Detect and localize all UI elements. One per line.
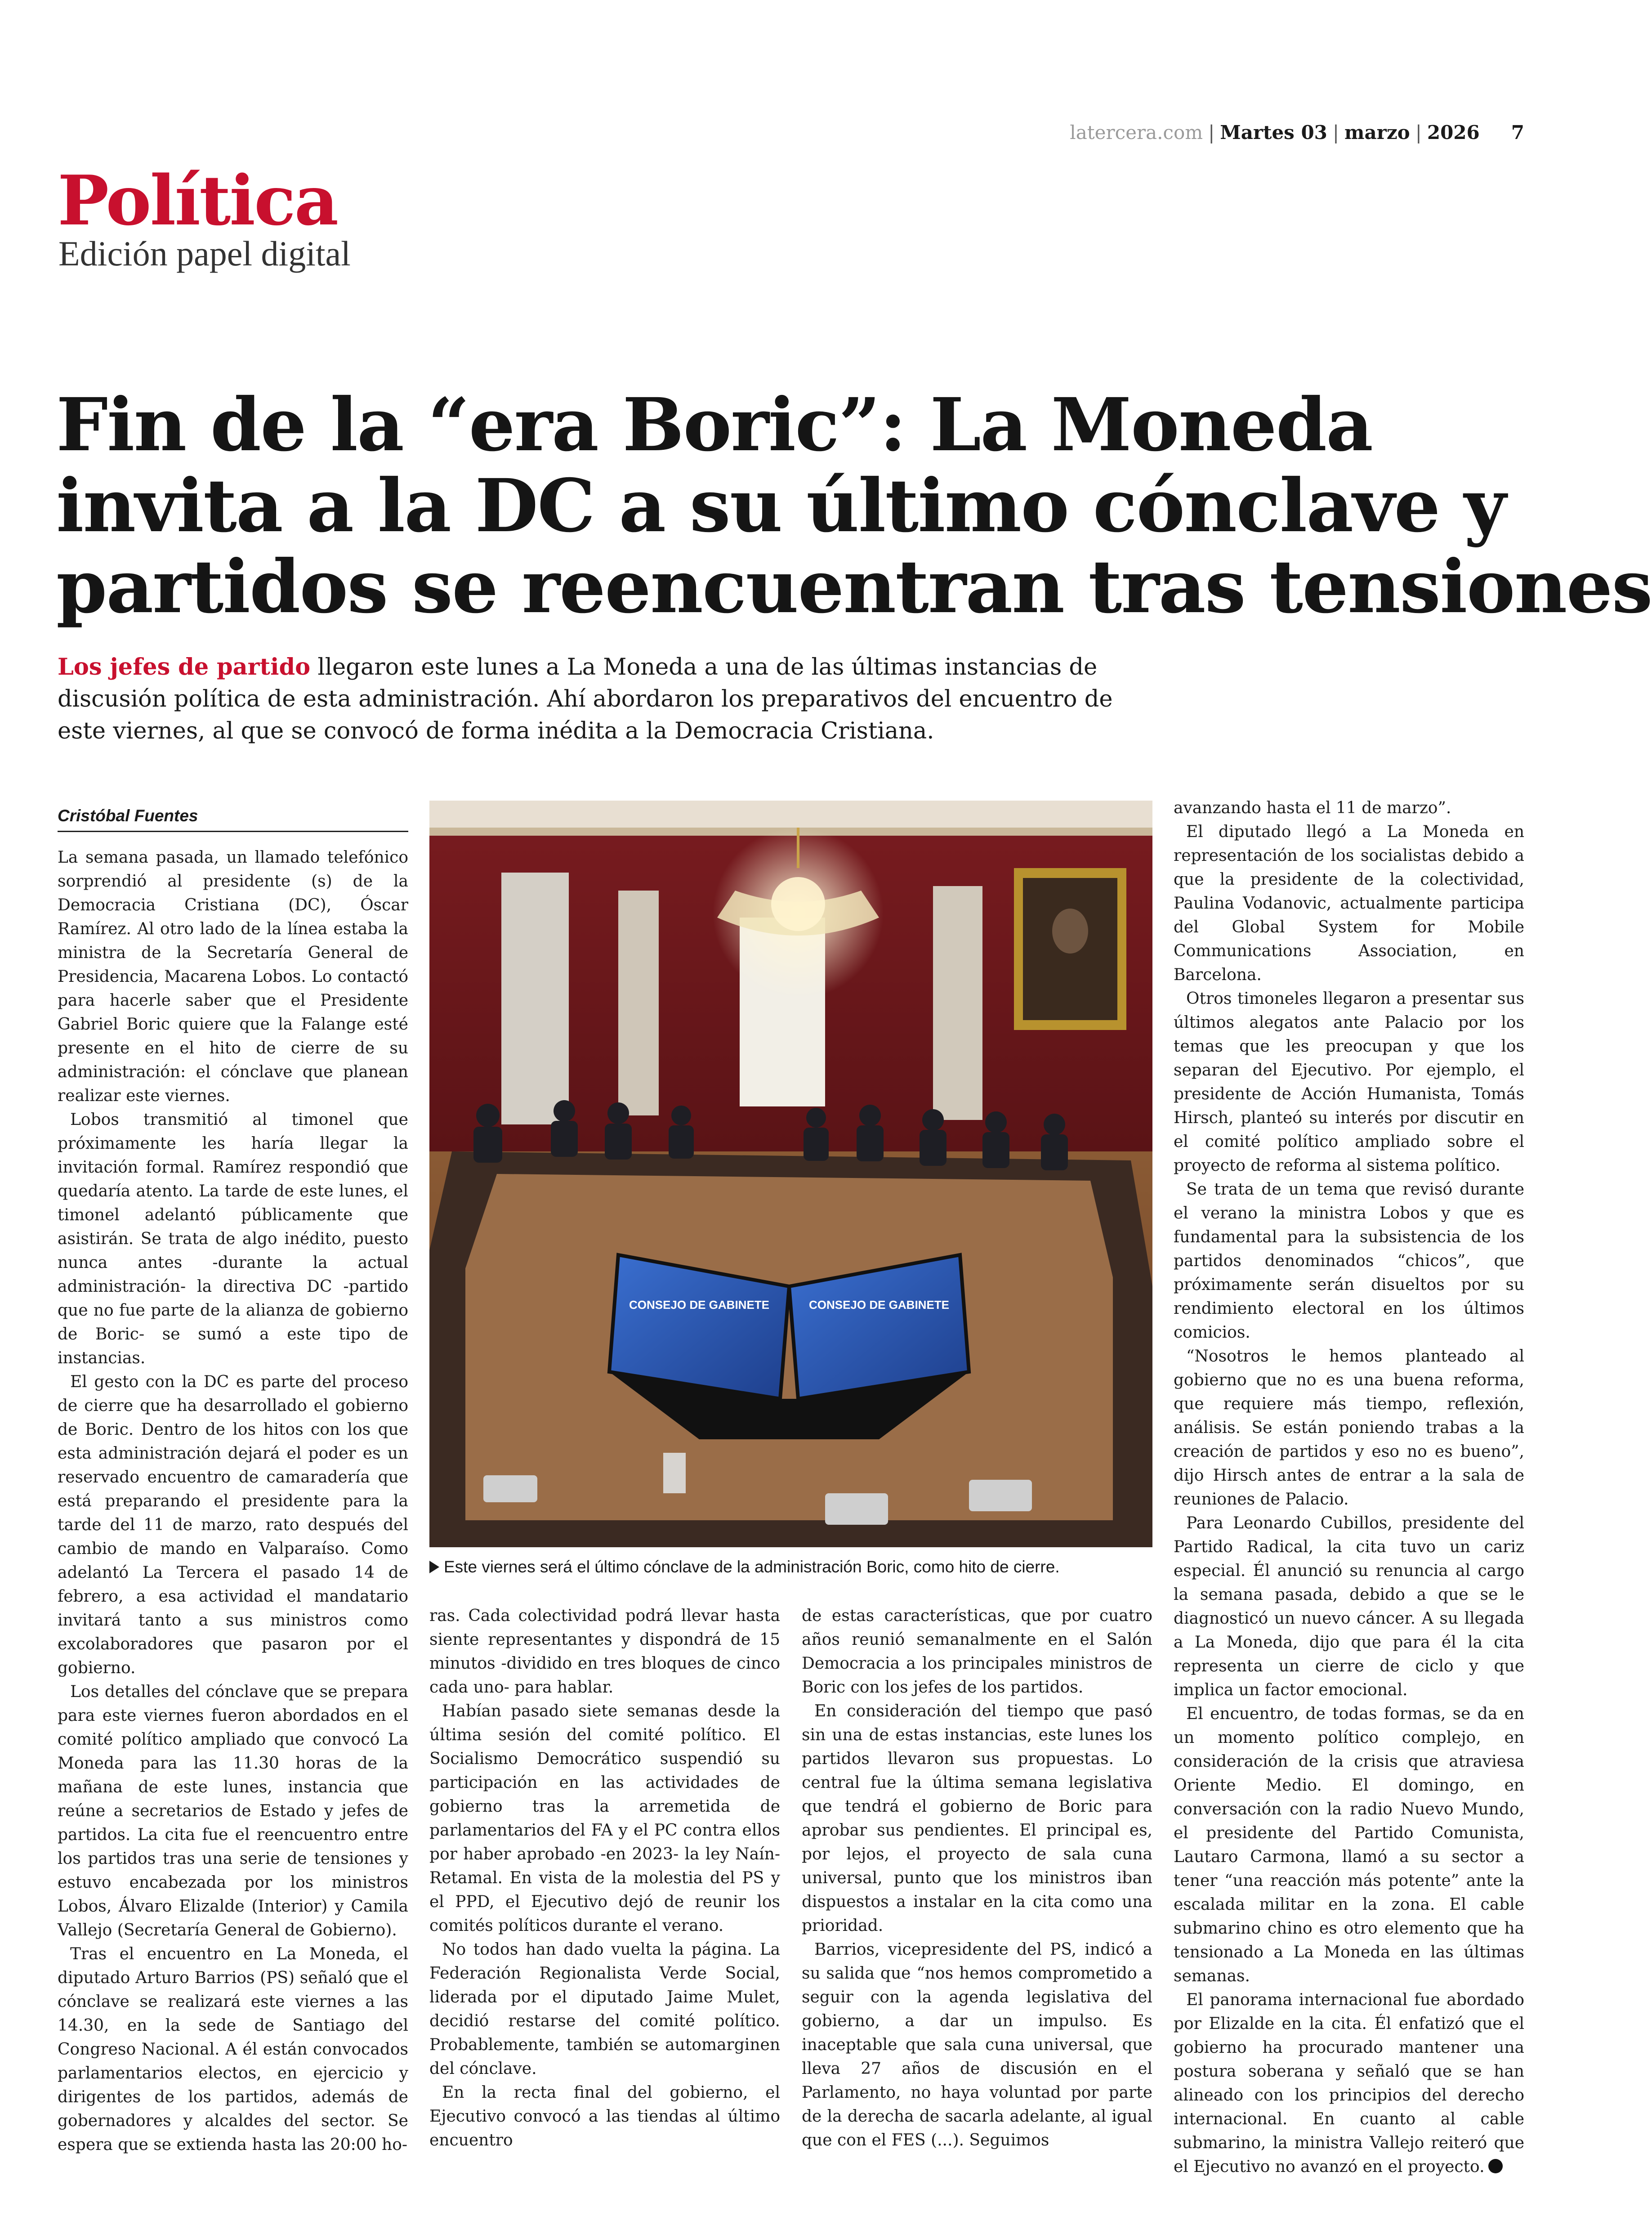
chandelier-core	[771, 877, 825, 931]
edition-label: Edición papel digital	[58, 234, 351, 273]
paragraph: El diputado llegó a La Moneda en representación de los socialistas debido a que la presidente de la colectividad, Paulina Vodanovic, actualmente participa del Global System for Mobile Communications Association, en Barcelona.	[1174, 823, 1524, 984]
article-column-4	[1174, 796, 1524, 2176]
paragraph: Lobos transmitió al timonel que próximamente les haría llegar la invitación formal. Ramírez respondió que quedaría atento. La tarde de este lunes, el timonel adelantó públicamente que asistirán. Se trata de algo inédito, puesto nunca antes -durante la actual administración- la directiva DC -partido que no fue parte de la alianza de gobierno de Boric- se sumó a este tipo de instancias.	[58, 1111, 408, 1367]
header-year: 2026	[1427, 121, 1480, 143]
article-column-3	[802, 1604, 1152, 2149]
article-photo	[429, 801, 1152, 1547]
page-header	[1070, 121, 1524, 143]
header-month: marzo	[1344, 121, 1410, 143]
section-title: Política	[58, 160, 338, 241]
header-weekday: Martes 03	[1220, 121, 1327, 143]
microphone-base	[825, 1493, 888, 1525]
paragraph: “Nosotros le hemos planteado al gobierno que no es una buena reforma, que requiere más tiempo, reflexión, análisis. Se están poniendo trabas a la creación de partidos y eso no es bueno”, dijo Hirsch antes de entrar a la sala de reuniones de Palacio.	[1174, 1347, 1524, 1509]
header-separator: |	[1332, 121, 1339, 143]
paragraph: La semana pasada, un llamado telefónico sorprendió al presidente (s) de la Democracia Cristiana (DC), Óscar Ramírez. Al otro lado de la línea estaba la ministra de la Secretaría General de Presidencia, Macarena Lobos. Lo contactó para hacerle saber que el Presidente Gabriel Boric quiere que la Falange esté presente en el hito de cierre de su administración: el cónclave que planean realizar este viernes.	[58, 848, 408, 1105]
lead-text: llegaron este lunes a La Moneda a una de las últimas instancias de discusión política de esta administración. Ahí abordaron los preparativos del encuentro de este viernes, al que se convocó de forma inédita a la Democracia Cristiana.	[58, 654, 1113, 744]
article-column-1	[58, 846, 408, 2154]
photo-illustration	[429, 801, 1152, 1547]
header-separator: |	[1208, 121, 1215, 143]
caption-arrow-icon	[429, 1561, 439, 1573]
headline-line: invita a la DC a su último cónclave y	[56, 463, 1505, 549]
site-name: latercera.com	[1070, 121, 1203, 143]
article-headline	[56, 382, 1652, 630]
caption-text: Este viernes será el último cónclave de la administración Boric, como hito de cierre.	[444, 1558, 1060, 1576]
paragraph: Para Leonardo Cubillos, presidente del Partido Radical, la cita tuvo un cariz especial. Él anunció su renuncia al cargo la semana pasada, debido a que se le diagnosticó un nuevo cáncer. A su llegada a La Moneda, dijo que para él la cita representa un cierre de ciclo y que implica un factor emocional.	[1174, 1514, 1524, 1699]
microphone-base	[483, 1475, 537, 1502]
paragraph: En consideración del tiempo que pasó sin una de estas instancias, este lunes los partidos llevaron sus propuestas. Lo central fue la última semana legislativa que tendrá el gobierno de Boric para aprobar sus pendientes. El principal es, por lejos, el proyecto de sala cuna universal, punto que los ministros iban dispuestos a instalar en la cita como una prioridad.	[802, 1702, 1152, 1935]
paragraph: avanzando hasta el 11 de marzo”.	[1174, 799, 1451, 817]
photo-caption	[429, 1556, 1152, 1578]
paragraph: Los detalles del cónclave que se prepara para este viernes fueron abordados en el comité político ampliado que convocó La Moneda para las 11.30 horas de la mañana de este lunes, instancia que reúne a secretarios de Estado y jefes de partidos. La cita fue el reencuentro entre los partidos tras una serie de tensiones y estuvo encabezada por los ministros Lobos, Álvaro Elizalde (Interior) y Camila Vallejo (Secretaría General de Gobierno).	[58, 1683, 408, 1939]
page-number: 7	[1511, 121, 1524, 143]
paragraph: Tras el encuentro en La Moneda, el diputado Arturo Barrios (PS) señaló que el cónclave se realizará este viernes a las 14.30, en la sede de Santiago del Congreso Nacional. A él están convocados parlamentarios electos, en ejercicio y dirigentes de los partidos, además de gobernadores y alcaldes del sector. Se espera que se extienda hasta las 20:00 ho-	[58, 1945, 408, 2154]
article-lead	[58, 651, 1137, 747]
paragraph: Habían pasado siete semanas desde la última sesión del comité político. El Socialismo Democrático suspendió su participación en las actividades de gobierno tras la arremetida de parlamentarios del FA y el PC contra ellos por haber aprobado -en 2023- la ley Naín-Retamal. En vista de la molestia del PS y el PPD, el Ejecutivo dejó de reunir los comités políticos durante el verano.	[429, 1702, 780, 1935]
article-column-2	[429, 1604, 780, 2149]
paragraph: No todos han dado vuelta la página. La Federación Regionalista Verde Social, liderada por el diputado Jaime Mulet, decidió restarse del comité político. Probablemente, también se automarginen del cónclave.	[429, 1940, 780, 2078]
lead-highlight: Los jefes de partido	[58, 654, 311, 681]
microphone-base	[969, 1480, 1032, 1511]
curtain-left	[501, 873, 569, 1124]
paragraph-text: El panorama internacional fue abordado por Elizalde en la cita. Él enfatizó que el gobierno ha procurado mantener una postura soberana y señaló que se han alineado con los principios del derecho internacional. En cuanto al cable submarino, la ministra Vallejo reiteró que el Ejecutivo no avanzó en el proyecto.	[1174, 1991, 1524, 2176]
curtain-left-2	[618, 891, 659, 1115]
paragraph: Barrios, vicepresidente del PS, indicó a su salida que “nos hemos comprometido a seguir con la agenda legislativa del gobierno, a dar un impulso. Es inaceptable que sala cuna universal, que lleva 27 años de discusión en el Parlamento, no haya voluntad por parte de la derecha de sacarla adelante, al igual que con el FES (...). Seguimos	[802, 1940, 1152, 2149]
table-inner-floor	[465, 1174, 1113, 1520]
paragraph: de estas características, que por cuatro años reunió semanalmente en el Salón Democracia a los principales ministros de Boric con los jefes de los partidos.	[802, 1607, 1152, 1697]
water-glass	[663, 1453, 686, 1493]
paragraph: En la recta final del gobierno, el Ejecutivo convocó a las tiendas al último encuentro	[429, 2083, 780, 2149]
paragraph: El gesto con la DC es parte del proceso de cierre que ha desarrollado el gobierno de Boric. Dentro de los hitos con los que esta administración dejará el poder es un reservado encuentro de camaradería que está preparando el presidente para la tarde del 11 de marzo, rato después del cambio de mando en Valparaíso. Como adelantó La Tercera el pasado 14 de febrero, a esa actividad el mandatario invitará tanto a sus ministros como excolaboradores que pasaron por el gobierno.	[58, 1373, 408, 1677]
curtain-right	[933, 886, 982, 1120]
paragraph: Otros timoneles llegaron a presentar sus últimos alegatos ante Palacio por los temas que les preocupan y que los separan del Ejecutivo. Por ejemplo, el presidente de Acción Humanista, Tomás Hirsch, planteó su interés por discutir en el comité político ampliado sobre el proyecto de reforma al sistema político.	[1174, 990, 1524, 1175]
header-separator: |	[1415, 121, 1422, 143]
ceiling	[429, 801, 1152, 828]
screen-text-right: CONSEJO DE GABINETE	[808, 1298, 950, 1312]
end-mark-icon	[1488, 2159, 1503, 2173]
paragraph: El encuentro, de todas formas, se da en un momento político complejo, en consideración de la crisis que atraviesa Oriente Medio. El domingo, en conversación con la radio Nuevo Mundo, el presidente del Partido Comunista, Lautaro Carmona, llamó a su sector a tener “una reacción más potente” ante la escalada militar en la zona. El cable submarino chino es otro elemento que ha tensionado a La Moneda en las últimas semanas.	[1174, 1705, 1524, 1985]
headline-line: partidos se reencuentran tras tensiones	[56, 544, 1652, 630]
headline-line: Fin de la “era Boric”: La Moneda	[56, 382, 1372, 468]
screen-text-left: CONSEJO DE GABINETE	[629, 1298, 770, 1312]
painting-figure	[1052, 909, 1088, 954]
paragraph-last	[1174, 1988, 1524, 2179]
paragraph: ras. Cada colectividad podrá llevar hasta siente representantes y dispondrá de 15 minutos -dividido en tres bloques de cinco cada uno- para hablar.	[429, 1607, 780, 1697]
byline: Cristóbal Fuentes	[58, 806, 408, 832]
paragraph: Se trata de un tema que revisó durante el verano la ministra Lobos y que es fundamental para la subsistencia de los partidos denominados “chicos”, que próximamente serán disueltos por su rendimiento electoral en los últimos comicios.	[1174, 1180, 1524, 1342]
